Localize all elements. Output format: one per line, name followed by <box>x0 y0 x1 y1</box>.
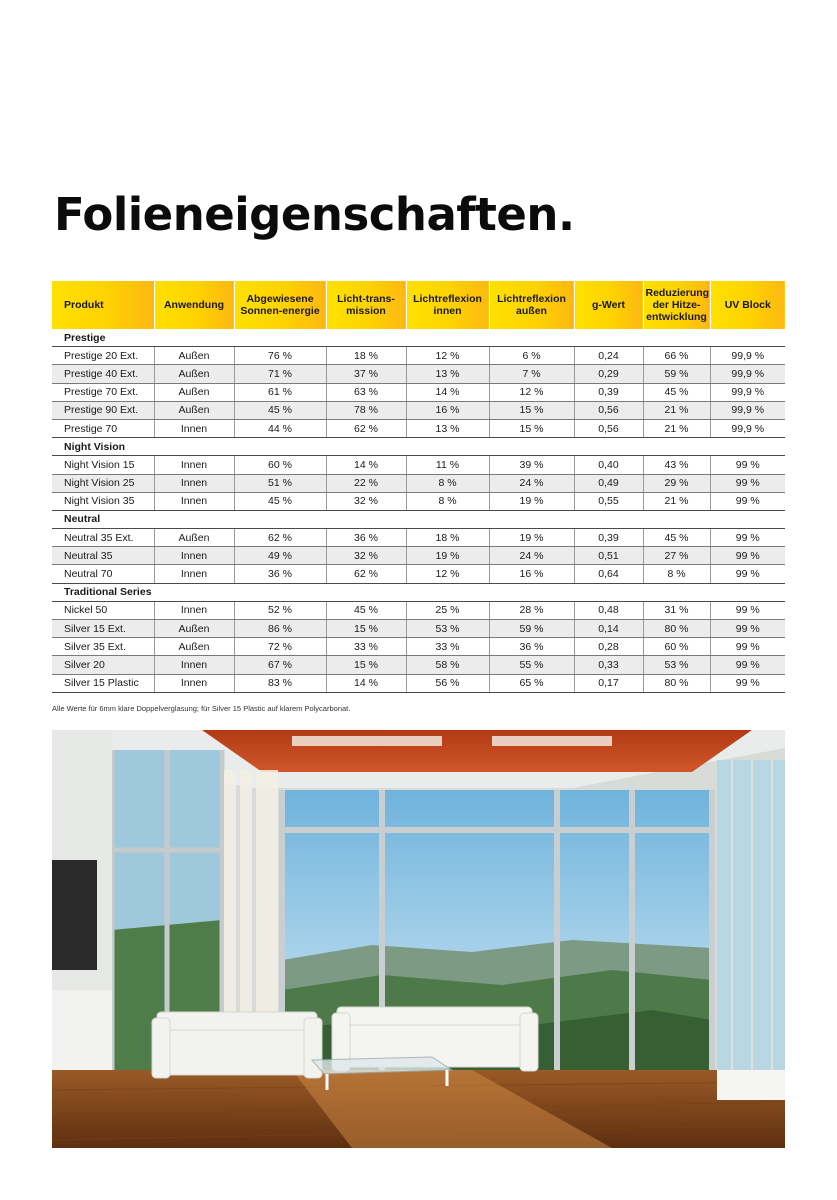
group-label: Prestige <box>52 329 785 347</box>
header-uv-block: UV Block <box>710 281 785 329</box>
table-cell: 15 % <box>489 419 574 437</box>
table-cell: Außen <box>154 529 234 547</box>
table-cell: 12 % <box>406 347 489 365</box>
table-cell: Innen <box>154 474 234 492</box>
table-cell: 99 % <box>710 456 785 474</box>
table-cell: 0,14 <box>574 620 643 638</box>
table-cell: 7 % <box>489 365 574 383</box>
group-label: Night Vision <box>52 438 785 456</box>
table-cell: 99 % <box>710 656 785 674</box>
table-cell: 62 % <box>326 419 406 437</box>
table-cell: 65 % <box>489 674 574 692</box>
header-lichttransmission: Licht-trans-mission <box>326 281 406 329</box>
group-row-night-vision <box>52 438 785 456</box>
table-cell: 31 % <box>643 601 710 619</box>
table-cell: 36 % <box>234 565 326 583</box>
table-row <box>52 601 785 619</box>
table-cell: 15 % <box>326 656 406 674</box>
table-cell: Außen <box>154 620 234 638</box>
table-cell: 55 % <box>489 656 574 674</box>
table-cell: 59 % <box>643 365 710 383</box>
table-cell: 32 % <box>326 492 406 510</box>
table-row <box>52 419 785 437</box>
table-cell: 0,64 <box>574 565 643 583</box>
interior-photo <box>52 730 785 1148</box>
table-cell: 19 % <box>489 492 574 510</box>
product-name-cell: Neutral 35 Ext. <box>52 529 154 547</box>
table-cell: 29 % <box>643 474 710 492</box>
table-cell: 27 % <box>643 547 710 565</box>
product-name-cell: Prestige 20 Ext. <box>52 347 154 365</box>
table-row <box>52 492 785 510</box>
table-cell: 45 % <box>643 383 710 401</box>
table-cell: 99 % <box>710 620 785 638</box>
table-cell: 12 % <box>489 383 574 401</box>
product-name-cell: Prestige 70 Ext. <box>52 383 154 401</box>
table-cell: 83 % <box>234 674 326 692</box>
table-cell: 45 % <box>643 529 710 547</box>
table-cell: 80 % <box>643 674 710 692</box>
product-name-cell: Nickel 50 <box>52 601 154 619</box>
table-cell: 33 % <box>406 638 489 656</box>
table-cell: 60 % <box>234 456 326 474</box>
table-cell: Innen <box>154 492 234 510</box>
table-cell: 0,51 <box>574 547 643 565</box>
table-cell: 99,9 % <box>710 401 785 419</box>
table-cell: 21 % <box>643 401 710 419</box>
table-cell: 99,9 % <box>710 419 785 437</box>
table-cell: 11 % <box>406 456 489 474</box>
table-cell: 18 % <box>406 529 489 547</box>
table-cell: 51 % <box>234 474 326 492</box>
table-cell: 21 % <box>643 492 710 510</box>
footnote: Alle Werte für 6mm klare Doppelverglasung; für Silver 15 Plastic auf klarem Polycarbonat. <box>52 704 351 713</box>
product-name-cell: Night Vision 25 <box>52 474 154 492</box>
table-cell: 44 % <box>234 419 326 437</box>
table-row <box>52 383 785 401</box>
table-cell: 0,55 <box>574 492 643 510</box>
table-cell: 19 % <box>406 547 489 565</box>
table-cell: 99 % <box>710 492 785 510</box>
table-cell: 43 % <box>643 456 710 474</box>
table-cell: 62 % <box>326 565 406 583</box>
table-cell: 14 % <box>326 674 406 692</box>
table-cell: 18 % <box>326 347 406 365</box>
table-cell: 16 % <box>489 565 574 583</box>
table-row <box>52 401 785 419</box>
table-row <box>52 474 785 492</box>
table-cell: 0,29 <box>574 365 643 383</box>
product-name-cell: Neutral 70 <box>52 565 154 583</box>
table-cell: Außen <box>154 383 234 401</box>
table-cell: 0,56 <box>574 401 643 419</box>
group-row-prestige <box>52 329 785 347</box>
table-cell: 62 % <box>234 529 326 547</box>
table-cell: 71 % <box>234 365 326 383</box>
product-name-cell: Neutral 35 <box>52 547 154 565</box>
table-cell: 24 % <box>489 474 574 492</box>
header-produkt: Produkt <box>52 281 154 329</box>
header-anwendung: Anwendung <box>154 281 234 329</box>
group-label: Traditional Series <box>52 583 785 601</box>
table-cell: 99,9 % <box>710 383 785 401</box>
table-cell: 99 % <box>710 674 785 692</box>
table-cell: Innen <box>154 547 234 565</box>
table-cell: 13 % <box>406 419 489 437</box>
table-cell: 56 % <box>406 674 489 692</box>
product-name-cell: Night Vision 35 <box>52 492 154 510</box>
table-cell: 0,40 <box>574 456 643 474</box>
table-cell: 12 % <box>406 565 489 583</box>
table-cell: 15 % <box>326 620 406 638</box>
table-cell: Innen <box>154 601 234 619</box>
table-cell: 61 % <box>234 383 326 401</box>
product-name-cell: Silver 15 Ext. <box>52 620 154 638</box>
table-cell: 14 % <box>326 456 406 474</box>
table-row <box>52 547 785 565</box>
table-cell: 99 % <box>710 547 785 565</box>
group-row-neutral <box>52 510 785 528</box>
product-name-cell: Silver 20 <box>52 656 154 674</box>
table-cell: 25 % <box>406 601 489 619</box>
table-row <box>52 656 785 674</box>
table-cell: 0,28 <box>574 638 643 656</box>
table-cell: 13 % <box>406 365 489 383</box>
table-cell: 0,24 <box>574 347 643 365</box>
table-row <box>52 674 785 692</box>
header-lichtreflexion-aussen: Lichtreflexion außen <box>489 281 574 329</box>
table-cell: Außen <box>154 401 234 419</box>
table-cell: Innen <box>154 656 234 674</box>
table-cell: 0,33 <box>574 656 643 674</box>
product-name-cell: Night Vision 15 <box>52 456 154 474</box>
table-cell: 0,56 <box>574 419 643 437</box>
table-row <box>52 365 785 383</box>
table-cell: Innen <box>154 419 234 437</box>
table-cell: 66 % <box>643 347 710 365</box>
header-g-wert: g-Wert <box>574 281 643 329</box>
table-cell: 22 % <box>326 474 406 492</box>
table-cell: 37 % <box>326 365 406 383</box>
table-cell: 8 % <box>406 492 489 510</box>
table-row <box>52 565 785 583</box>
table-row <box>52 456 785 474</box>
table-cell: 53 % <box>643 656 710 674</box>
table-cell: 14 % <box>406 383 489 401</box>
table-cell: Außen <box>154 365 234 383</box>
table-cell: 60 % <box>643 638 710 656</box>
table-cell: 49 % <box>234 547 326 565</box>
table-cell: 0,39 <box>574 383 643 401</box>
product-name-cell: Silver 15 Plastic <box>52 674 154 692</box>
table-cell: 0,49 <box>574 474 643 492</box>
header-reduzierung-hitzeentwicklung: Reduzierung der Hitze-entwicklung <box>643 281 710 329</box>
table-cell: 39 % <box>489 456 574 474</box>
product-name-cell: Prestige 40 Ext. <box>52 365 154 383</box>
table-cell: Innen <box>154 565 234 583</box>
table-cell: 99 % <box>710 601 785 619</box>
table-cell: 63 % <box>326 383 406 401</box>
table-cell: 99 % <box>710 474 785 492</box>
table-cell: 58 % <box>406 656 489 674</box>
table-cell: 45 % <box>326 601 406 619</box>
header-abgewiesene-sonnenenergie: Abgewiesene Sonnen-energie <box>234 281 326 329</box>
table-cell: 80 % <box>643 620 710 638</box>
table-cell: 67 % <box>234 656 326 674</box>
table-header-row <box>52 281 785 329</box>
table-cell: 32 % <box>326 547 406 565</box>
table-cell: 59 % <box>489 620 574 638</box>
table-cell: 8 % <box>643 565 710 583</box>
table-cell: 21 % <box>643 419 710 437</box>
group-row-traditional-series <box>52 583 785 601</box>
header-lichtreflexion-innen: Lichtreflexion innen <box>406 281 489 329</box>
group-label: Neutral <box>52 510 785 528</box>
table-cell: 45 % <box>234 401 326 419</box>
table-row <box>52 620 785 638</box>
table-cell: 36 % <box>326 529 406 547</box>
product-name-cell: Prestige 90 Ext. <box>52 401 154 419</box>
table-cell: 99 % <box>710 529 785 547</box>
product-name-cell: Silver 35 Ext. <box>52 638 154 656</box>
table-cell: 28 % <box>489 601 574 619</box>
film-properties-table <box>52 281 785 693</box>
table-cell: 78 % <box>326 401 406 419</box>
table-cell: 33 % <box>326 638 406 656</box>
table-cell: 99,9 % <box>710 365 785 383</box>
page-title: Folieneigenschaften. <box>54 188 575 241</box>
table-cell: Innen <box>154 456 234 474</box>
table-cell: 36 % <box>489 638 574 656</box>
table-cell: 15 % <box>489 401 574 419</box>
table-cell: 86 % <box>234 620 326 638</box>
table-cell: 76 % <box>234 347 326 365</box>
table-cell: Außen <box>154 638 234 656</box>
table-cell: 72 % <box>234 638 326 656</box>
table-row <box>52 347 785 365</box>
table-cell: 0,39 <box>574 529 643 547</box>
table-cell: Außen <box>154 347 234 365</box>
product-name-cell: Prestige 70 <box>52 419 154 437</box>
table-cell: 45 % <box>234 492 326 510</box>
table-cell: 6 % <box>489 347 574 365</box>
table-row <box>52 638 785 656</box>
table-row <box>52 529 785 547</box>
table-cell: Innen <box>154 674 234 692</box>
table-cell: 8 % <box>406 474 489 492</box>
table-cell: 99,9 % <box>710 347 785 365</box>
table-cell: 16 % <box>406 401 489 419</box>
table-cell: 0,48 <box>574 601 643 619</box>
table-cell: 19 % <box>489 529 574 547</box>
table-cell: 99 % <box>710 638 785 656</box>
table-cell: 53 % <box>406 620 489 638</box>
table-cell: 99 % <box>710 565 785 583</box>
table-body <box>52 329 785 692</box>
table-cell: 0,17 <box>574 674 643 692</box>
table-cell: 52 % <box>234 601 326 619</box>
table-cell: 24 % <box>489 547 574 565</box>
